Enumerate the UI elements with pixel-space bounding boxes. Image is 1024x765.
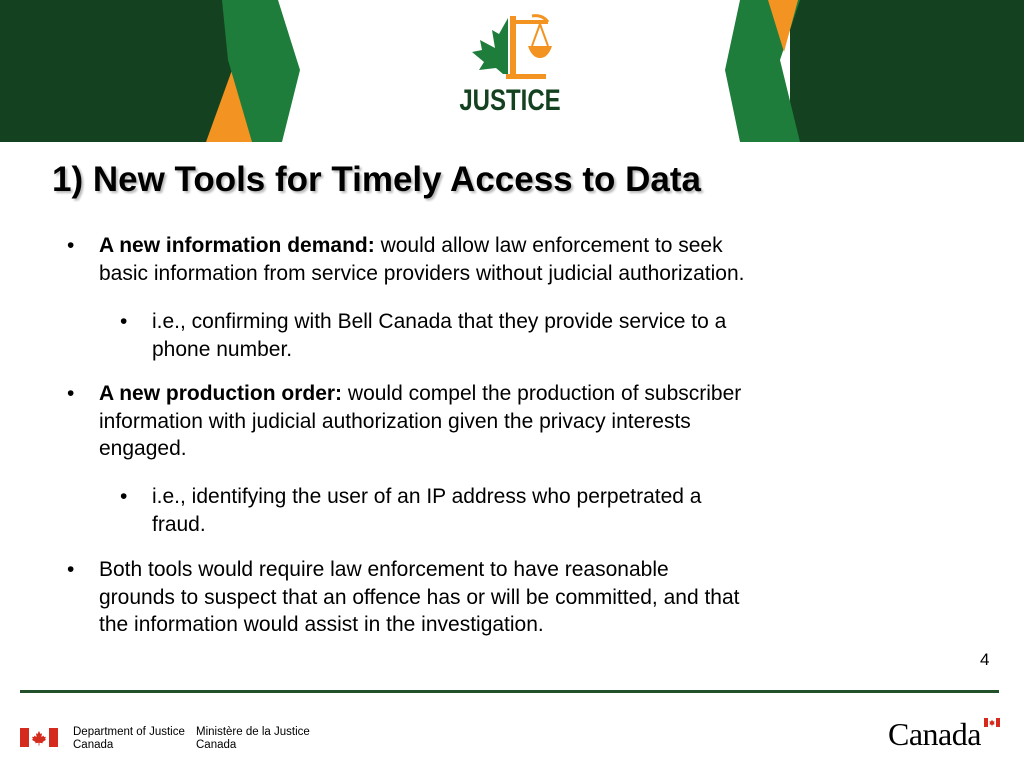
bullet-text: information with judicial authorization given the privacy interests [99,409,691,433]
bullet-reasonable-grounds [67,556,839,639]
wordmark-text: Canada [888,716,981,752]
sub-bullet-bell-example [120,308,832,363]
bullet-text: grounds to suspect that an offence has or will be committed, and that [99,585,740,609]
banner-right-dark [790,0,1024,142]
canada-flag-icon [20,728,58,747]
bullet-heading: A new information demand: [99,234,375,257]
wordmark-flag-icon [984,718,1000,727]
bullet-heading: A new production order: [99,382,343,405]
bullet-dot: • [67,382,75,405]
maple-leaf-icon [472,18,508,74]
page-number: 4 [980,650,990,669]
bullet-dot: • [120,310,128,333]
banner-left-dark [0,0,250,142]
scales-of-justice-icon [506,16,552,79]
justice-logo [472,16,552,79]
canada-wordmark [888,716,1000,750]
footer-text: Canada [73,739,114,751]
bullet-text: basic information from service providers without judicial authorization. [99,261,745,285]
justice-logo-text: JUSTICE [459,84,561,117]
bullet-dot: • [120,485,128,508]
footer-text: Ministère de la Justice [196,726,310,738]
bullet-text: phone number. [152,337,293,361]
bullet-information-demand [67,232,839,287]
department-name-french [196,726,310,752]
bullet-text: fraud. [152,512,206,536]
bullet-text: i.e., confirming with Bell Canada that they provide service to a [152,310,727,333]
slide-title: 1) New Tools for Timely Access to Data [52,160,701,199]
bullet-text: Both tools would require law enforcement to have reasonable [99,558,669,581]
department-name-english [73,726,185,752]
bullet-text: the information would assist in the investigation. [99,613,544,636]
footer-text: Department of Justice [73,726,185,738]
bullet-text: engaged. [99,437,187,460]
footer-divider [20,690,999,693]
footer-text: Canada [196,739,237,751]
bullet-production-order [67,380,839,463]
bullet-text: would compel the production of subscriber [342,382,742,405]
bullet-dot: • [67,234,75,257]
bullet-text: would allow law enforcement to seek [374,234,723,257]
bullet-text: i.e., identifying the user of an IP address who perpetrated a [152,485,702,508]
sub-bullet-ip-example [120,483,832,538]
bullet-dot: • [67,558,75,581]
banner-graphic [0,0,1024,142]
